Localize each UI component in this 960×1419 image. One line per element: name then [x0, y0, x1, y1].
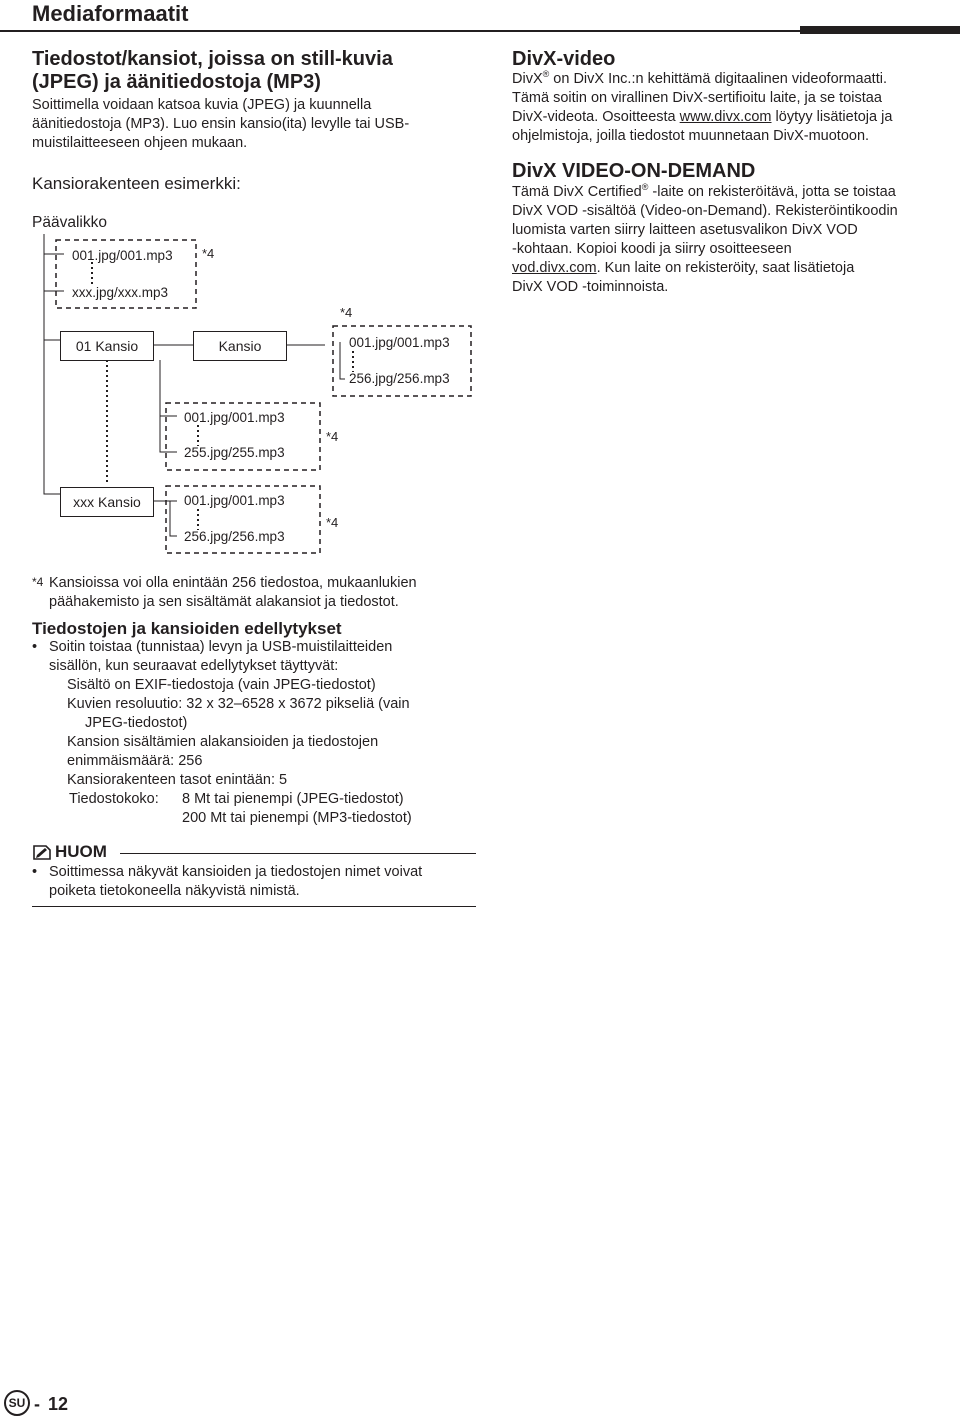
note-bottom-rule	[32, 906, 476, 907]
bullet: •	[32, 639, 38, 655]
note-pencil-icon	[32, 842, 52, 862]
intro-line-3: muistilaitteeseen ohjeen mukaan.	[32, 135, 248, 151]
divx-line-2: Tämä soitin on virallinen DivX-sertifioitu laite, ja se toistaa	[512, 90, 882, 106]
folder01-first-file: 001.jpg/001.mp3	[184, 410, 285, 425]
sub-last-file: 256.jpg/256.mp3	[349, 371, 450, 386]
filesize-value-jpeg: 8 Mt tai pienempi (JPEG-tiedostot)	[182, 791, 404, 807]
requirement-item: Kuvien resoluutio: 32 x 32–6528 x 3672 pikseliä (vain	[67, 696, 410, 712]
vod-line-5	[512, 259, 854, 278]
vod-text: -laite on rekisteröitävä, jotta se toistaa	[648, 184, 896, 200]
registered-mark: ®	[641, 182, 649, 193]
divx-text: on DivX Inc.:n kehittämä digitaalinen videoformaatti.	[549, 71, 887, 87]
requirement-item: Kansiorakenteen tasot enintään: 5	[67, 772, 288, 788]
intro-line-2: äänitiedostoja (MP3). Luo ensin kansio(ita) levylle tai USB-	[32, 116, 410, 132]
note-line-1: Soittimessa näkyvät kansioiden ja tiedostojen nimet voivat	[49, 864, 423, 880]
page-title: Mediaformaatit	[32, 1, 189, 26]
footnote-ref: *4	[326, 429, 339, 444]
requirements-intro-1: Soitin toistaa (tunnistaa) levyn ja USB-muistilaitteiden	[49, 639, 393, 655]
footnote-ref: *4	[202, 246, 215, 261]
language-badge: SU	[4, 1390, 30, 1416]
divx-website-link[interactable]: www.divx.com	[679, 109, 772, 125]
vod-text: . Kun laite on rekisteröity, saat lisätietoja	[596, 260, 855, 276]
footnote-mark: *4	[32, 575, 44, 589]
divx-text: DivX	[512, 71, 543, 87]
footer-separator: -	[34, 1394, 40, 1414]
bullet: •	[32, 864, 38, 880]
root-first-file: 001.jpg/001.mp3	[72, 248, 173, 263]
requirement-item-cont: JPEG-tiedostot)	[85, 715, 188, 731]
section-heading-line-2: (JPEG) ja äänitiedostoja (MP3)	[32, 71, 321, 93]
footnote-line-1: Kansioissa voi olla enintään 256 tiedostoa, mukaanlukien	[49, 575, 417, 591]
divx-line-1	[512, 70, 887, 89]
root-last-file: xxx.jpg/xxx.mp3	[72, 285, 169, 300]
note-line-2: poiketa tietokoneella näkyvistä nimistä.	[49, 883, 300, 899]
note-title: HUOM	[55, 842, 107, 861]
page-number: 12	[48, 1394, 69, 1414]
folder-01-kansio: 01 Kansio	[60, 331, 154, 361]
vod-line-2: DivX VOD -sisältöä (Video-on-Demand). Rekisteröintikoodin	[512, 203, 898, 219]
footnote-line-2: päähakemisto ja sen sisältämät alakansiot ja tiedostot.	[49, 594, 399, 610]
requirement-item: Kansion sisältämien alakansioiden ja tiedostojen	[67, 734, 379, 750]
vod-line-4: -kohtaan. Kopioi koodi ja siirry osoitteeseen	[512, 241, 792, 257]
vod-text: Tämä DivX Certified	[512, 184, 642, 200]
requirement-item-cont: enimmäismäärä: 256	[67, 753, 203, 769]
vod-website-link[interactable]: vod.divx.com	[512, 260, 597, 276]
vod-line-6: DivX VOD -toiminnoista.	[512, 279, 669, 295]
note-top-rule	[120, 853, 476, 854]
filesize-value-mp3: 200 Mt tai pienempi (MP3-tiedostot)	[182, 810, 412, 826]
folder01-last-file: 255.jpg/255.mp3	[184, 445, 285, 460]
intro-line-1: Soittimella voidaan katsoa kuvia (JPEG) ja kuunnella	[32, 97, 372, 113]
filesize-label: Tiedostokoko:	[69, 791, 159, 807]
requirements-intro-2: sisällön, kun seuraavat edellytykset täyttyvät:	[49, 658, 339, 674]
section-heading-line-1: Tiedostot/kansiot, joissa on still-kuvia	[32, 48, 393, 70]
divx-line-4: ohjelmistoja, joilla tiedostot muunnetaan DivX-muotoon.	[512, 128, 870, 144]
example-title: Kansiorakenteen esimerkki:	[32, 174, 241, 193]
footnote-ref: *4	[326, 515, 339, 530]
divx-title: DivX-video	[512, 48, 616, 70]
requirements-heading: Tiedostojen ja kansioiden edellytykset	[32, 619, 342, 638]
xxx-first-file: 001.jpg/001.mp3	[184, 493, 285, 508]
registered-mark: ®	[542, 69, 550, 80]
diagram-root-label: Päävalikko	[32, 214, 107, 231]
folder-kansio: Kansio	[193, 331, 287, 361]
vod-line-1	[512, 183, 896, 202]
sub-first-file: 001.jpg/001.mp3	[349, 335, 450, 350]
folder-xxx-kansio: xxx Kansio	[60, 487, 154, 517]
divx-text: DivX-videota. Osoitteesta	[512, 109, 680, 125]
divx-text: löytyy lisätietoja ja	[771, 109, 893, 125]
xxx-last-file: 256.jpg/256.mp3	[184, 529, 285, 544]
divx-line-3	[512, 108, 892, 127]
vod-line-3: luomista varten siirry laitteen asetusvalikon DivX VOD	[512, 222, 858, 238]
requirement-item: Sisältö on EXIF-tiedostoja (vain JPEG-tiedostot)	[67, 677, 376, 693]
footnote-ref: *4	[340, 305, 353, 320]
vod-title: DivX VIDEO-ON-DEMAND	[512, 160, 756, 182]
